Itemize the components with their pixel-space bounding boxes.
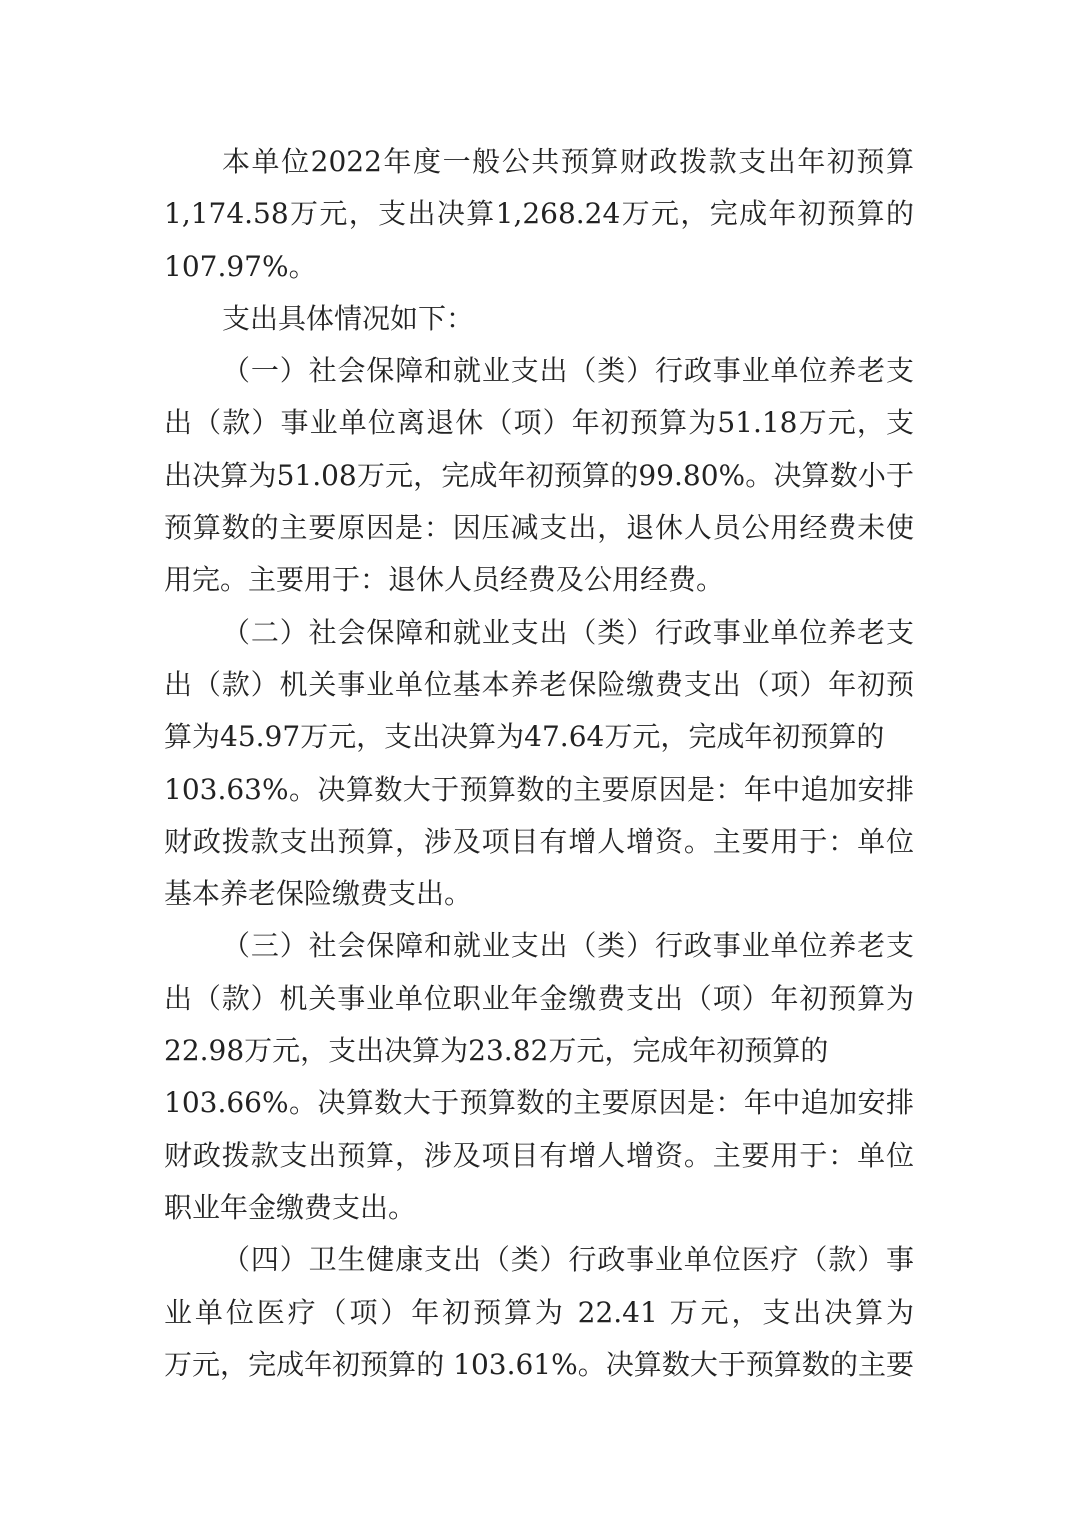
text-line: 103.66%。决算数大于预算数的主要原因是：年中追加安排: [164, 1086, 914, 1120]
text-line: （一）社会保障和就业支出（类）行政事业单位养老支: [222, 354, 914, 388]
paragraph: [164, 920, 914, 1234]
text-line: 财政拨款支出预算，涉及项目有增人增资。主要用于：单位: [164, 824, 914, 858]
text-line: 算为45.97万元，支出决算为47.64万元，完成年初预算的: [164, 720, 885, 754]
text-line: （四）卫生健康支出（类）行政事业单位医疗（款）事: [222, 1243, 914, 1277]
text-line: 预算数的主要原因是：因压减支出，退休人员公用经费未使: [164, 511, 914, 545]
text-line: 出（款）事业单位离退休（项）年初预算为51.18万元，支: [164, 406, 914, 440]
text-line: 出（款）机关事业单位基本养老保险缴费支出（项）年初预: [164, 667, 914, 701]
text-line: 107.97%。: [164, 249, 317, 283]
text-line: 职业年金缴费支出。: [164, 1190, 417, 1224]
text-line: 22.98万元，支出决算为23.82万元，完成年初预算的: [164, 1034, 829, 1068]
text-line: 1,174.58万元，支出决算1,268.24万元，完成年初预算的: [164, 197, 914, 231]
paragraph: [164, 1234, 914, 1391]
text-line: 103.63%。决算数大于预算数的主要原因是：年中追加安排: [164, 772, 914, 806]
text-line: 用完。主要用于：退休人员经费及公用经费。: [164, 563, 725, 597]
paragraph: [164, 136, 914, 293]
paragraph: [164, 345, 914, 606]
text-line: 本单位2022年度一般公共预算财政拨款支出年初预算: [222, 145, 914, 178]
text-line: （二）社会保障和就业支出（类）行政事业单位养老支: [222, 615, 914, 649]
text-line: （三）社会保障和就业支出（类）行政事业单位养老支: [222, 929, 914, 963]
paragraph: [164, 293, 914, 345]
text-line: 出（款）机关事业单位职业年金缴费支出（项）年初预算为: [164, 981, 914, 1015]
text-line: 基本养老保险缴费支出。: [164, 877, 473, 911]
text-line: 出决算为51.08万元，完成年初预算的99.80%。决算数小于: [164, 458, 914, 492]
text-line: 业单位医疗（项）年初预算为 22.41 万元，支出决算为: [164, 1295, 914, 1329]
paragraph: [164, 607, 914, 921]
text-line: 万元，完成年初预算的 103.61%。决算数大于预算数的主要: [164, 1347, 914, 1381]
text-line: 财政拨款支出预算，涉及项目有增人增资。主要用于：单位: [164, 1138, 914, 1172]
document-body: [164, 136, 914, 1391]
text-line: 支出具体情况如下：: [222, 301, 475, 335]
